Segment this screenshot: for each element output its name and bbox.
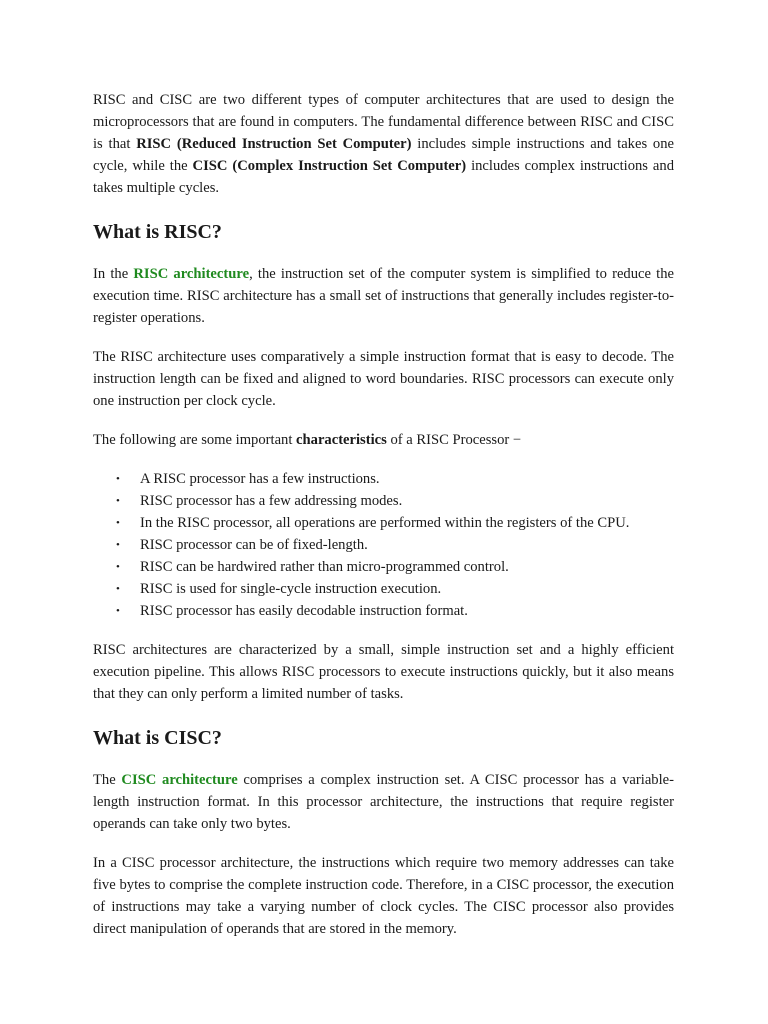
list-item-text: RISC processor has easily decodable instruction format.: [140, 603, 468, 619]
intro-text-1: RISC and CISC are two different types of computer architectures that are used to design the microprocessors that are found in computers. The fundamental difference between RISC and CISC is that: [93, 92, 674, 152]
list-item: [116, 578, 674, 600]
bullet-icon: •: [116, 583, 120, 595]
bullet-icon: •: [116, 561, 120, 573]
cisc-paragraph-2: In a CISC processor architecture, the instructions which require two memory addresses can take five bytes to comprise the complete instruction code. Therefore, in a CISC processor, the execution of instructions may take a varying number of clock cycles. The CISC processor also provides direct manipulation of operands that are stored in the memory.: [93, 855, 674, 937]
cisc-p1-pre: The: [93, 772, 122, 788]
characteristics-bold: characteristics: [296, 432, 387, 448]
risc-full-name: RISC (Reduced Instruction Set Computer): [136, 136, 412, 152]
list-item-text: In the RISC processor, all operations are performed within the registers of the CPU.: [140, 515, 630, 531]
bullet-icon: •: [116, 605, 120, 617]
cisc-paragraph-1: [93, 769, 674, 835]
intro-text-2: includes simple instructions and takes one cycle, while the: [93, 136, 674, 174]
risc-paragraph-3: [93, 429, 674, 451]
risc-paragraph-2: The RISC architecture uses comparatively a simple instruction format that is easy to decode. The instruction length can be fixed and aligned to word boundaries. RISC processors can execute only one instruction per clock cycle.: [93, 349, 674, 409]
bullet-icon: •: [116, 495, 120, 507]
list-item: [116, 600, 674, 622]
risc-p3-pre: The following are some important: [93, 432, 297, 448]
bullet-icon: •: [116, 473, 120, 485]
list-item: [116, 512, 674, 534]
list-item: [116, 556, 674, 578]
intro-text-3: includes complex instructions and takes multiple cycles.: [93, 158, 674, 196]
cisc-architecture-link[interactable]: CISC architecture: [121, 772, 238, 788]
list-item: [116, 468, 674, 490]
list-item: [116, 534, 674, 556]
risc-paragraph-4: RISC architectures are characterized by a small, simple instruction set and a highly efficient execution pipeline. This allows RISC processors to execute instructions quickly, but it also means that they can only perform a limited number of tasks.: [93, 642, 674, 702]
risc-paragraph-1: [93, 263, 674, 329]
risc-p1-pre: In the: [93, 266, 134, 282]
risc-architecture-link[interactable]: RISC architecture: [133, 266, 250, 282]
cisc-p1-post: comprises a complex instruction set. A CISC processor has a variable-length instruction format. In this processor architecture, the instructions that require register operands can take only two bytes.: [93, 772, 674, 832]
list-item-text: RISC is used for single-cycle instruction execution.: [140, 581, 442, 597]
list-item-text: RISC processor can be of fixed-length.: [140, 537, 368, 553]
article: [93, 89, 674, 940]
bullet-icon: •: [116, 517, 120, 529]
list-item-text: RISC processor has a few addressing modes.: [140, 493, 403, 509]
cisc-full-name: CISC (Complex Instruction Set Computer): [192, 158, 467, 174]
intro-paragraph: [93, 89, 674, 199]
list-item-text: RISC can be hardwired rather than micro-programmed control.: [140, 559, 509, 575]
risc-heading: What is RISC?: [93, 221, 222, 243]
risc-characteristics-list: [93, 468, 674, 622]
risc-p1-post: , the instruction set of the computer system is simplified to reduce the execution time. RISC architecture has a small set of instructions that generally includes register-to-register operations.: [93, 266, 674, 326]
cisc-heading: What is CISC?: [93, 727, 222, 749]
bullet-icon: •: [116, 539, 120, 551]
list-item: [116, 490, 674, 512]
risc-p3-post: of a RISC Processor −: [386, 432, 522, 448]
list-item-text: A RISC processor has a few instructions.: [140, 471, 380, 487]
